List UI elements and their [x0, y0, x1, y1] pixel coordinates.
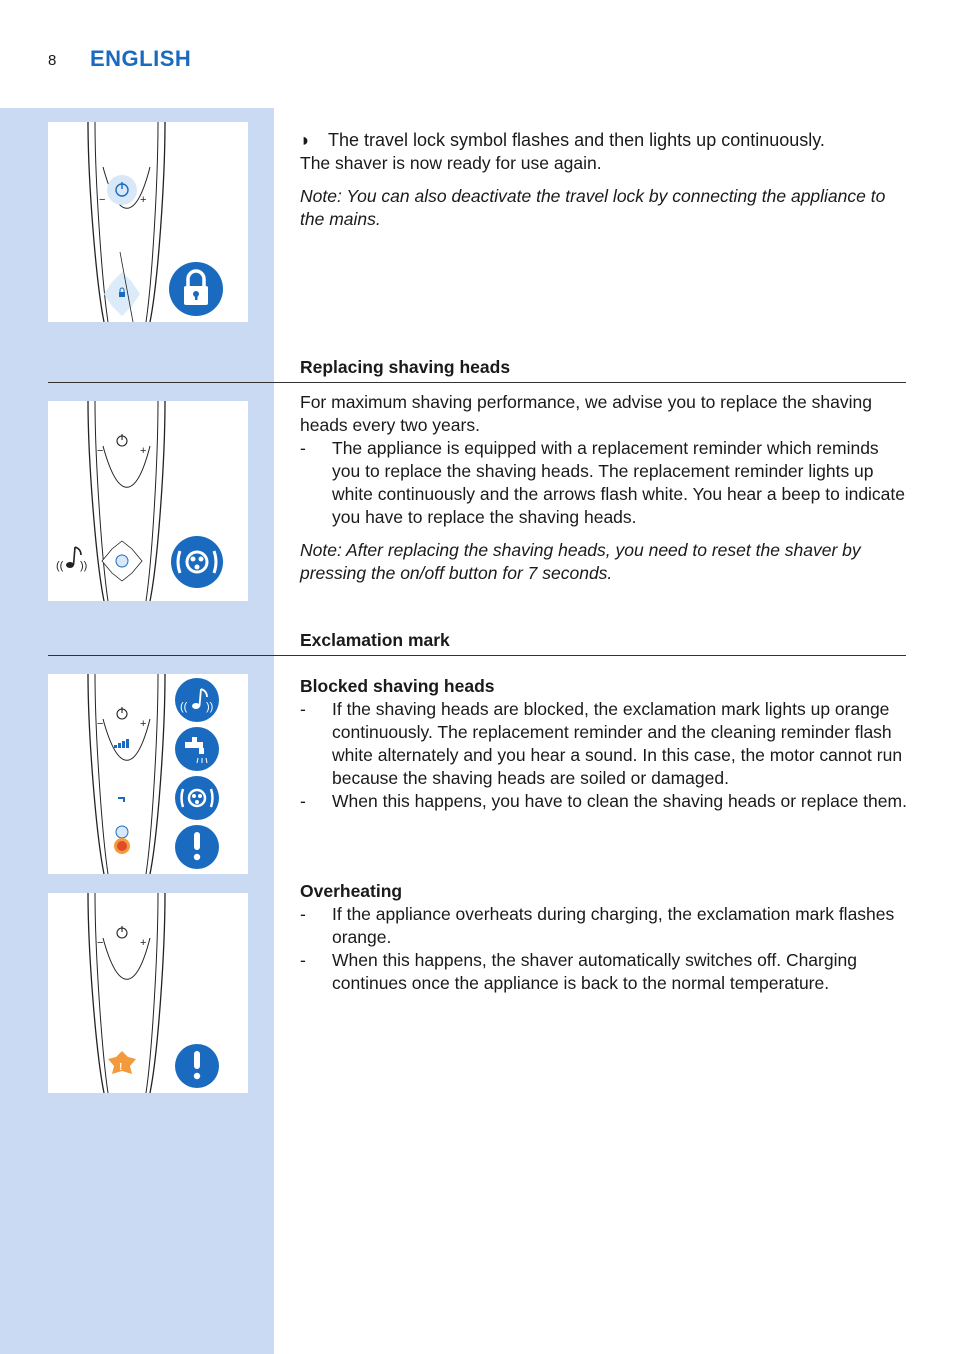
replacement-reminder-icon	[175, 776, 219, 820]
page-number: 8	[48, 52, 57, 69]
blocked-title: Blocked shaving heads	[300, 676, 495, 696]
blocked-bullet-2: When this happens, you have to clean the shaving heads or replace them.	[332, 791, 907, 811]
exclamation-icon	[175, 825, 219, 869]
exclamation-glyph: !	[119, 1062, 123, 1073]
heading-replacing: Replacing shaving heads	[300, 357, 511, 377]
exclamation-icon	[175, 1044, 219, 1088]
svg-text:)): ))	[206, 701, 214, 713]
replacing-bullet: The appliance is equipped with a replacement reminder which reminds you to replace the shaving heads. The replacement reminder lights up white continuously and the arrows flash white. You hear a beep to indicate you have to replace the shaving heads.	[332, 438, 906, 527]
bullet-dash: -	[300, 950, 306, 970]
plus-glyph: +	[140, 445, 147, 457]
sound-icon	[56, 547, 87, 572]
minus-glyph: −	[99, 194, 106, 206]
plus-glyph: +	[140, 718, 147, 730]
plus-glyph: +	[140, 194, 147, 206]
overheat-bullet-2: When this happens, the shaver automatically switches off. Charging continues once the appliance is back to the normal temperature.	[332, 950, 857, 993]
replacement-reminder-icon	[171, 536, 223, 588]
section-travel-lock	[300, 129, 910, 231]
replacing-intro: For maximum shaving performance, we advise you to replace the shaving heads every two years.	[300, 392, 872, 435]
travel-lock-icon	[169, 262, 223, 316]
svg-text:((: ((	[56, 560, 64, 572]
bullet-dash: -	[300, 791, 306, 811]
figure-replacement-reminder	[48, 401, 248, 601]
svg-text:)): ))	[80, 560, 88, 572]
figure-pointer	[248, 127, 274, 153]
cleaning-tap-icon	[175, 727, 219, 771]
travel-lock-note: Note: You can also deactivate the travel lock by connecting the appliance to the mains.	[300, 186, 886, 229]
blocked-bullet-1: If the shaving heads are blocked, the exclamation mark lights up orange continuously. The replacement reminder and the cleaning reminder flash white alternately and you hear a sound. In this case, the motor cannot run because the shaving heads are soiled or damaged.	[332, 699, 903, 788]
bullet-dash: -	[300, 699, 306, 719]
bullet-dash: -	[300, 438, 306, 458]
minus-glyph: −	[97, 718, 104, 730]
svg-text:((: ((	[180, 701, 188, 713]
overheat-title: Overheating	[300, 881, 403, 901]
divider	[48, 382, 906, 383]
ready-text: The shaver is now ready for use again.	[300, 153, 602, 173]
figure-overheating	[48, 893, 248, 1093]
figure-travel-lock	[48, 122, 248, 322]
minus-glyph: −	[97, 937, 104, 949]
section-overheating	[300, 880, 910, 995]
figure-pointer	[248, 898, 274, 924]
step-marker: ◗	[300, 130, 311, 150]
overheat-bullet-1: If the appliance overheats during charging, the exclamation mark flashes orange.	[332, 904, 895, 947]
sound-icon	[175, 678, 219, 722]
replacing-note: Note: After replacing the shaving heads, you need to reset the shaver by pressing the on/off button for 7 seconds.	[300, 540, 861, 583]
section-replacing	[300, 391, 910, 585]
figure-blocked-heads	[48, 674, 248, 874]
bullet-dash: -	[300, 904, 306, 924]
language-heading: ENGLISH	[90, 46, 192, 71]
heading-exclamation: Exclamation mark	[300, 630, 450, 650]
figure-pointer	[248, 436, 274, 462]
step-text: The travel lock symbol flashes and then lights up continuously.	[328, 130, 825, 150]
section-blocked	[300, 675, 910, 813]
divider	[48, 655, 906, 656]
minus-glyph: −	[97, 445, 104, 457]
plus-glyph: +	[140, 937, 147, 949]
figure-pointer	[248, 693, 274, 719]
